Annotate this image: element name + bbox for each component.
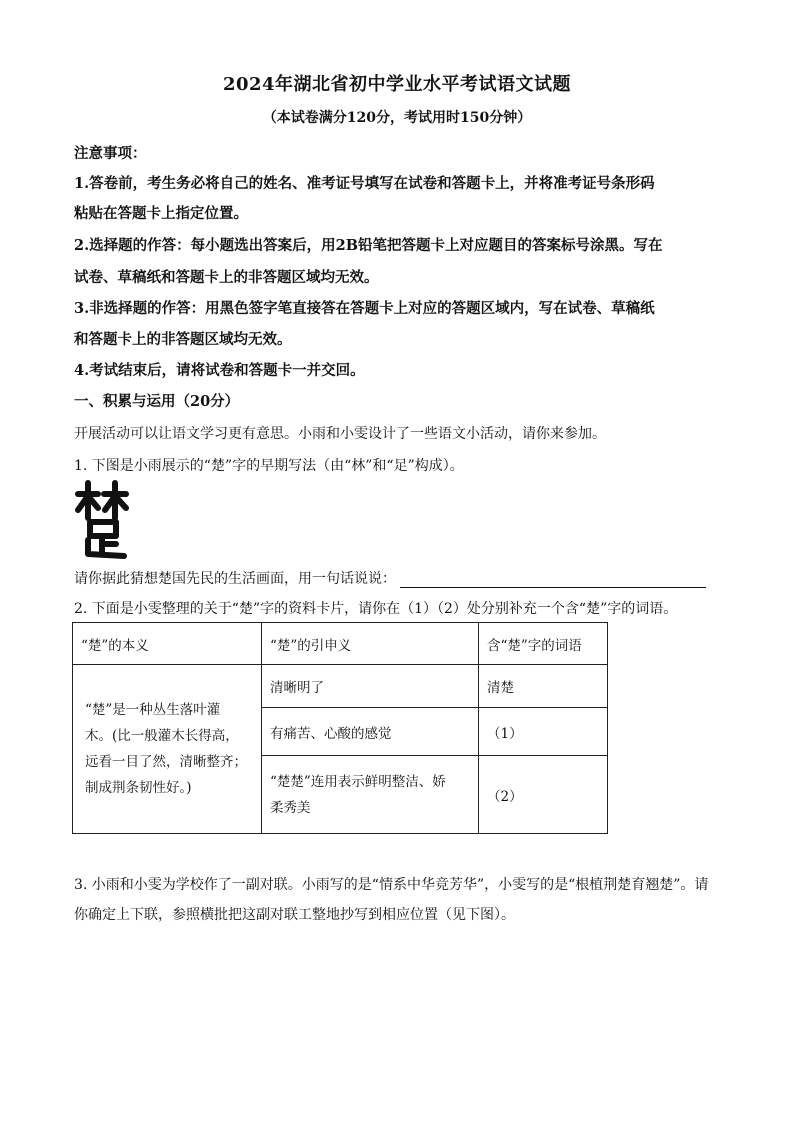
table-header-cell: “楚”的本义 xyxy=(73,623,262,665)
page-subtitle: （本试卷满分120分，考试用时150分钟） xyxy=(262,110,532,126)
page-title: 2024年湖北省初中学业水平考试语文试题 xyxy=(222,74,572,95)
section-heading: 一、积累与运用（20分） xyxy=(74,393,240,410)
chu-info-card-table xyxy=(72,622,608,834)
question-3-text-cont: 你确定上下联，参照横批把这副对联工整地抄写到相应位置（见下图）。 xyxy=(74,907,515,923)
notice-item-2: 2.选择题的作答：每小题选出答案后，用2B铅笔把答题卡上对应题目的答案标号涂黑。写在 xyxy=(74,237,663,254)
meaning-line: 制成荆条韧性好。) xyxy=(85,780,192,796)
table-header-cell: “楚”的引申义 xyxy=(262,623,479,665)
extended-meaning-cell: 清晰明了 xyxy=(262,665,479,708)
notice-item-1-cont: 粘贴在答题卡上指定位置。 xyxy=(74,205,248,222)
meaning-line: 木。(比一般灌木长得高， xyxy=(85,728,239,744)
answer-blank-1-cell[interactable]: （1） xyxy=(479,708,608,756)
extended-meaning-cell xyxy=(262,756,479,834)
notice-item-1: 1.答卷前，考生务必将自己的姓名、准考证号填写在试卷和答题卡上，并将准考证号条形码 xyxy=(74,175,655,192)
table-header-cell: 含“楚”字的词语 xyxy=(479,623,608,665)
ancient-chu-character-image xyxy=(72,480,132,562)
word-cell: 清楚 xyxy=(479,665,608,708)
meaning-line: 远看一目了然，清晰整齐； xyxy=(85,754,247,770)
question-1-prompt: 1. 下图是小雨展示的“楚”字的早期写法（由“林”和“足”构成）。 xyxy=(74,458,464,474)
notice-item-2-cont: 试卷、草稿纸和答题卡上的非答题区域均无效。 xyxy=(74,269,379,286)
extended-meaning-cell: 有痛苦、心酸的感觉 xyxy=(262,708,479,756)
notice-heading: 注意事项： xyxy=(74,145,147,162)
answer-blank-line[interactable] xyxy=(400,573,706,588)
extended-line: “楚楚”连用表示鲜明整洁、娇 xyxy=(270,773,446,790)
meaning-line: “楚”是一种丛生落叶灌 xyxy=(85,702,221,718)
question-2-prompt: 2. 下面是小雯整理的关于“楚”字的资料卡片，请你在（1）（2）处分别补充一个含“楚”字的词语。 xyxy=(74,601,678,617)
notice-item-3-cont: 和答题卡上的非答题区域均无效。 xyxy=(74,331,292,348)
table-row xyxy=(73,665,608,708)
section-intro: 开展活动可以让语文学习更有意思。小雨和小雯设计了一些语文小活动，请你来参加。 xyxy=(74,426,606,442)
original-meaning-cell xyxy=(73,665,262,834)
notice-item-4: 4.考试结束后，请将试卷和答题卡一并交回。 xyxy=(74,362,365,379)
table-header-row xyxy=(73,623,608,665)
question-1-ask-text: 请你据此猜想楚国先民的生活画面，用一句话说说： xyxy=(74,571,396,587)
extended-line: 柔秀美 xyxy=(270,799,311,816)
notice-item-3: 3.非选择题的作答：用黑色签字笔直接答在答题卡上对应的答题区域内，写在试卷、草稿纸 xyxy=(74,300,655,317)
question-1-ask xyxy=(74,568,706,588)
answer-blank-2-cell[interactable]: （2） xyxy=(479,756,608,834)
question-3-text: 3. 小雨和小雯为学校作了一副对联。小雨写的是“情系中华竞芳华”，小雯写的是“根植荆楚育翘楚”。请 xyxy=(74,877,709,893)
